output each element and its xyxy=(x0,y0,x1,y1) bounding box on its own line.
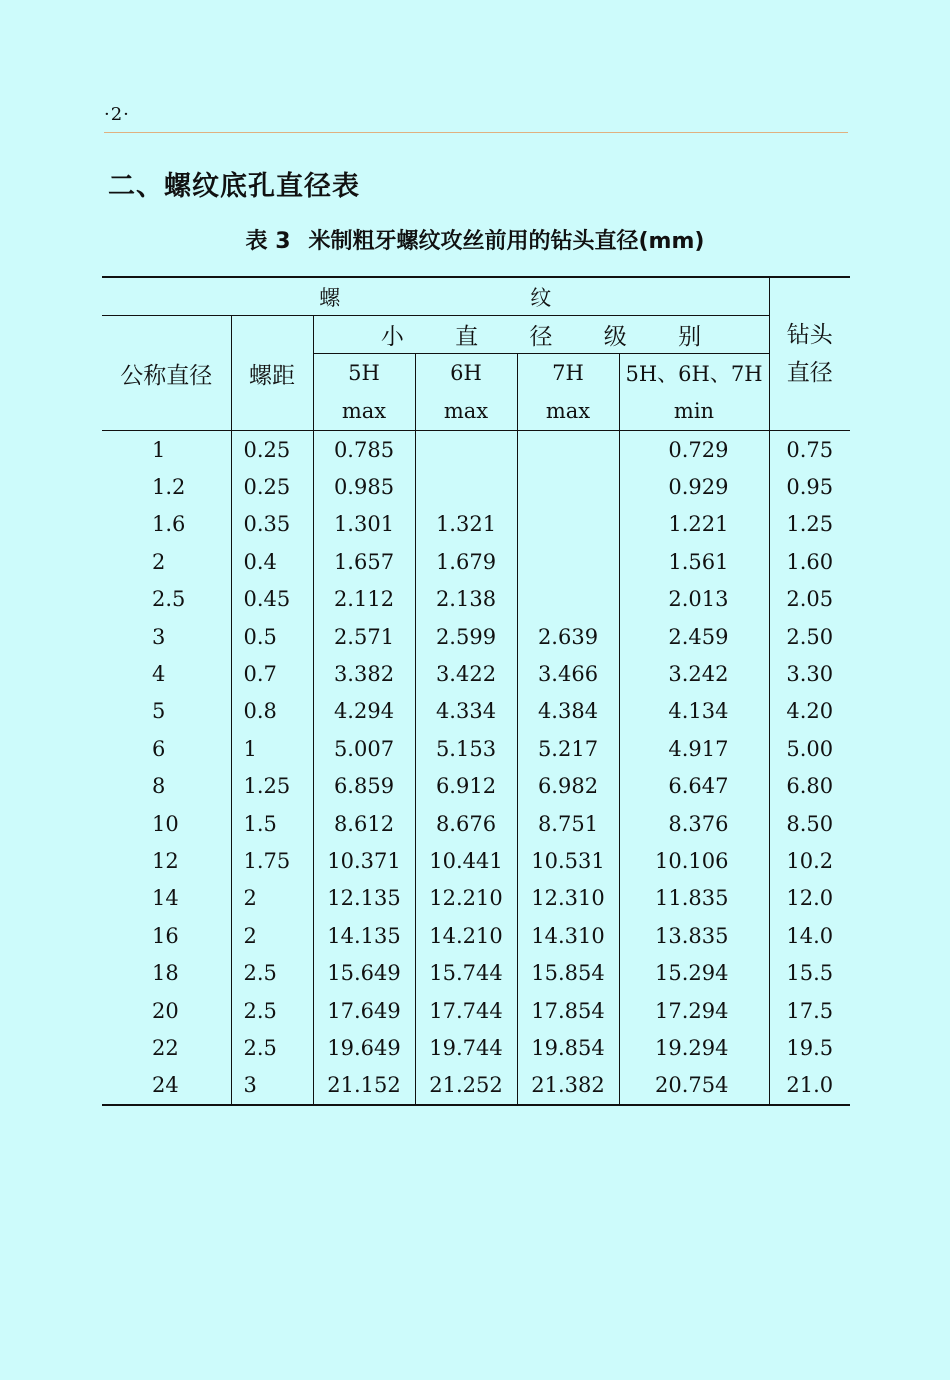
minor-min-cell: 1.221 xyxy=(619,506,769,543)
minor-5h-max-cell: 19.649 xyxy=(313,1029,415,1066)
col-7h-header: 7H xyxy=(517,354,619,392)
minor-min-cell: 1.561 xyxy=(619,543,769,580)
pitch-cell: 2.5 xyxy=(231,954,313,991)
minor-7h-max-cell: 3.466 xyxy=(517,655,619,692)
minor-7h-max-cell: 5.217 xyxy=(517,730,619,767)
minor-min-cell: 0.929 xyxy=(619,468,769,505)
drill-diameter-cell: 0.75 xyxy=(769,431,850,469)
minor-6h-max-cell: 14.210 xyxy=(415,917,517,954)
col-7h-max-label: max xyxy=(517,391,619,431)
minor-6h-max-cell: 2.599 xyxy=(415,618,517,655)
minor-min-cell: 2.459 xyxy=(619,618,769,655)
minor-min-cell: 8.376 xyxy=(619,805,769,842)
pitch-cell: 0.35 xyxy=(231,506,313,543)
minor-6h-max-cell: 1.321 xyxy=(415,506,517,543)
minor-7h-max-cell: 14.310 xyxy=(517,917,619,954)
table-row xyxy=(102,618,850,655)
nominal-diameter-cell: 4 xyxy=(152,662,166,687)
minor-6h-max-cell xyxy=(415,431,517,469)
minor-6h-max-cell: 12.210 xyxy=(415,880,517,917)
minor-7h-max-cell: 21.382 xyxy=(517,1067,619,1105)
table-row xyxy=(102,917,850,954)
thread-header-right: 纹 xyxy=(530,285,552,310)
nominal-diameter-cell: 8 xyxy=(152,774,166,799)
minor-min-cell: 11.835 xyxy=(619,880,769,917)
minor-7h-max-cell: 17.854 xyxy=(517,992,619,1029)
table-row xyxy=(102,730,850,767)
minor-6h-max-cell: 15.744 xyxy=(415,954,517,991)
drill-diameter-header-line2: 直径 xyxy=(786,360,833,386)
table-row xyxy=(102,655,850,692)
drill-diameter-cell: 21.0 xyxy=(769,1067,850,1105)
drill-diameter-header-line1: 钻头 xyxy=(786,322,833,348)
minor-5h-max-cell: 0.785 xyxy=(313,431,415,469)
minor-min-cell: 4.917 xyxy=(619,730,769,767)
minor-7h-max-cell xyxy=(517,431,619,469)
pitch-cell: 1.25 xyxy=(231,768,313,805)
drill-diameter-cell: 4.20 xyxy=(769,693,850,730)
table-body xyxy=(102,431,850,1106)
pitch-cell: 0.45 xyxy=(231,581,313,618)
minor-min-cell: 13.835 xyxy=(619,917,769,954)
table-row xyxy=(102,992,850,1029)
table-row xyxy=(102,1067,850,1105)
nominal-diameter-cell: 2 xyxy=(152,549,166,574)
minor-min-cell: 19.294 xyxy=(619,1029,769,1066)
table-row xyxy=(102,431,850,469)
section-title: 二、螺纹底孔直径表 xyxy=(108,171,360,202)
pitch-cell: 1 xyxy=(231,730,313,767)
col-5h-header: 5H xyxy=(313,354,415,392)
drill-diameter-cell: 2.50 xyxy=(769,618,850,655)
thread-group-header xyxy=(102,277,769,316)
pitch-cell: 0.7 xyxy=(231,655,313,692)
pitch-cell: 0.4 xyxy=(231,543,313,580)
col-all-min-label: min xyxy=(619,391,769,431)
minor-6h-max-cell: 1.679 xyxy=(415,543,517,580)
drill-diameter-cell: 14.0 xyxy=(769,917,850,954)
minor-min-cell: 4.134 xyxy=(619,693,769,730)
minor-6h-max-cell: 17.744 xyxy=(415,992,517,1029)
minor-7h-max-cell xyxy=(517,468,619,505)
nominal-diameter-cell: 3 xyxy=(152,624,166,649)
minor-5h-max-cell: 10.371 xyxy=(313,842,415,879)
table-row xyxy=(102,693,850,730)
col-all-classes-header: 5H、6H、7H xyxy=(619,354,769,392)
table-row xyxy=(102,768,850,805)
thread-header-left: 螺 xyxy=(319,285,341,310)
minor-7h-max-cell: 10.531 xyxy=(517,842,619,879)
minor-5h-max-cell: 14.135 xyxy=(313,917,415,954)
nominal-diameter-cell: 16 xyxy=(152,923,179,948)
drill-diameter-cell: 19.5 xyxy=(769,1029,850,1066)
nominal-diameter-cell: 1.6 xyxy=(152,512,186,537)
col-5h-max-label: max xyxy=(313,391,415,431)
minor-min-cell: 6.647 xyxy=(619,768,769,805)
minor-5h-max-cell: 2.112 xyxy=(313,581,415,618)
minor-6h-max-cell: 6.912 xyxy=(415,768,517,805)
drill-diameter-cell: 17.5 xyxy=(769,992,850,1029)
nominal-diameter-cell: 10 xyxy=(152,811,179,836)
page-number: ·2· xyxy=(104,104,130,125)
minor-min-cell: 10.106 xyxy=(619,842,769,879)
minor-5h-max-cell: 17.649 xyxy=(313,992,415,1029)
drill-diameter-cell: 3.30 xyxy=(769,655,850,692)
col-6h-max-label: max xyxy=(415,391,517,431)
table-row xyxy=(102,805,850,842)
minor-7h-max-cell: 2.639 xyxy=(517,618,619,655)
drill-diameter-cell: 0.95 xyxy=(769,468,850,505)
nominal-diameter-cell: 18 xyxy=(152,961,179,986)
table-row xyxy=(102,842,850,879)
pitch-header: 螺距 xyxy=(231,316,313,431)
minor-min-cell: 2.013 xyxy=(619,581,769,618)
drill-diameter-cell: 10.2 xyxy=(769,842,850,879)
minor-6h-max-cell: 5.153 xyxy=(415,730,517,767)
minor-5h-max-cell: 4.294 xyxy=(313,693,415,730)
minor-6h-max-cell: 19.744 xyxy=(415,1029,517,1066)
minor-6h-max-cell: 4.334 xyxy=(415,693,517,730)
minor-min-cell: 0.729 xyxy=(619,431,769,469)
minor-5h-max-cell: 1.657 xyxy=(313,543,415,580)
minor-7h-max-cell: 12.310 xyxy=(517,880,619,917)
minor-7h-max-cell: 15.854 xyxy=(517,954,619,991)
minor-7h-max-cell: 6.982 xyxy=(517,768,619,805)
minor-6h-max-cell: 10.441 xyxy=(415,842,517,879)
nominal-diameter-cell: 5 xyxy=(152,699,166,724)
minor-7h-max-cell: 8.751 xyxy=(517,805,619,842)
minor-5h-max-cell: 3.382 xyxy=(313,655,415,692)
table-row xyxy=(102,954,850,991)
drill-diameter-cell: 8.50 xyxy=(769,805,850,842)
nominal-diameter-header: 公称直径 xyxy=(102,316,231,431)
nominal-diameter-cell: 22 xyxy=(152,1035,179,1060)
table-caption-text: 米制粗牙螺纹攻丝前用的钻头直径(mm) xyxy=(308,229,705,254)
pitch-cell: 0.25 xyxy=(231,468,313,505)
drill-diameter-header xyxy=(769,277,850,431)
table-row xyxy=(102,581,850,618)
drill-diameter-cell: 5.00 xyxy=(769,730,850,767)
table-row xyxy=(102,880,850,917)
minor-5h-max-cell: 8.612 xyxy=(313,805,415,842)
drill-diameter-cell: 1.60 xyxy=(769,543,850,580)
minor-7h-max-cell xyxy=(517,506,619,543)
minor-min-cell: 20.754 xyxy=(619,1067,769,1105)
drill-diameter-table xyxy=(102,276,850,1106)
nominal-diameter-cell: 1 xyxy=(152,437,166,462)
minor-5h-max-cell: 5.007 xyxy=(313,730,415,767)
pitch-cell: 2.5 xyxy=(231,1029,313,1066)
minor-diameter-class-label: 小 直 径 级 别 xyxy=(380,324,724,350)
minor-min-cell: 15.294 xyxy=(619,954,769,991)
nominal-diameter-cell: 12 xyxy=(152,848,179,873)
pitch-cell: 0.5 xyxy=(231,618,313,655)
nominal-diameter-cell: 2.5 xyxy=(152,587,186,612)
pitch-cell: 2 xyxy=(231,917,313,954)
table-row xyxy=(102,543,850,580)
minor-5h-max-cell: 0.985 xyxy=(313,468,415,505)
minor-5h-max-cell: 21.152 xyxy=(313,1067,415,1105)
table-caption-number: 表 3 xyxy=(245,229,291,254)
drill-diameter-cell: 15.5 xyxy=(769,954,850,991)
minor-5h-max-cell: 1.301 xyxy=(313,506,415,543)
minor-min-cell: 17.294 xyxy=(619,992,769,1029)
minor-6h-max-cell: 3.422 xyxy=(415,655,517,692)
pitch-cell: 0.8 xyxy=(231,693,313,730)
minor-7h-max-cell: 4.384 xyxy=(517,693,619,730)
drill-diameter-cell: 12.0 xyxy=(769,880,850,917)
minor-5h-max-cell: 6.859 xyxy=(313,768,415,805)
pitch-cell: 2 xyxy=(231,880,313,917)
table-row xyxy=(102,468,850,505)
minor-6h-max-cell xyxy=(415,468,517,505)
pitch-cell: 0.25 xyxy=(231,431,313,469)
pitch-cell: 3 xyxy=(231,1067,313,1105)
nominal-diameter-cell: 1.2 xyxy=(152,475,186,500)
minor-5h-max-cell: 2.571 xyxy=(313,618,415,655)
minor-6h-max-cell: 8.676 xyxy=(415,805,517,842)
nominal-diameter-cell: 20 xyxy=(152,998,179,1023)
minor-7h-max-cell xyxy=(517,581,619,618)
table-caption xyxy=(0,224,950,255)
drill-diameter-cell: 6.80 xyxy=(769,768,850,805)
minor-5h-max-cell: 12.135 xyxy=(313,880,415,917)
minor-7h-max-cell xyxy=(517,543,619,580)
nominal-diameter-cell: 14 xyxy=(152,886,179,911)
drill-diameter-cell: 2.05 xyxy=(769,581,850,618)
minor-diameter-class-header xyxy=(313,316,769,354)
pitch-cell: 1.5 xyxy=(231,805,313,842)
minor-6h-max-cell: 21.252 xyxy=(415,1067,517,1105)
minor-5h-max-cell: 15.649 xyxy=(313,954,415,991)
pitch-cell: 2.5 xyxy=(231,992,313,1029)
minor-6h-max-cell: 2.138 xyxy=(415,581,517,618)
pitch-cell: 1.75 xyxy=(231,842,313,879)
drill-diameter-cell: 1.25 xyxy=(769,506,850,543)
table-row xyxy=(102,1029,850,1066)
minor-min-cell: 3.242 xyxy=(619,655,769,692)
nominal-diameter-cell: 24 xyxy=(102,1067,231,1105)
header-rule xyxy=(104,132,848,133)
table-row xyxy=(102,506,850,543)
minor-7h-max-cell: 19.854 xyxy=(517,1029,619,1066)
col-6h-header: 6H xyxy=(415,354,517,392)
nominal-diameter-cell: 6 xyxy=(152,736,166,761)
